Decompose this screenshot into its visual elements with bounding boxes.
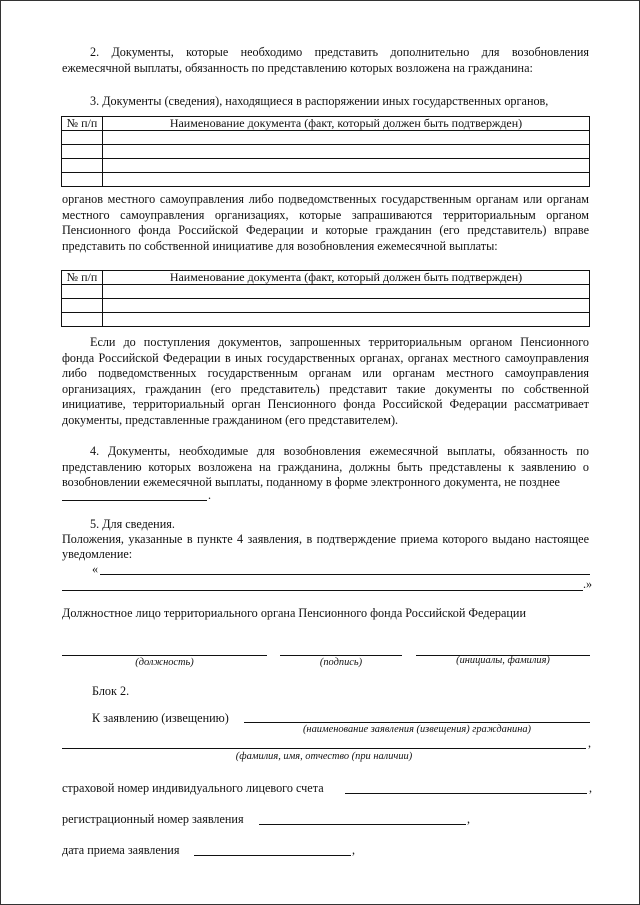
position-caption: (должность) <box>135 657 194 668</box>
documents-table-1 <box>61 116 590 187</box>
col-name-header: Наименование документа (факт, который должен быть подтвержден) <box>103 117 590 131</box>
fio-comma: , <box>588 736 592 750</box>
documents-table-2 <box>61 270 590 327</box>
section-3-continued: органов местного самоуправления либо подведомственных государственным органам или органам местного самоуправления организациях, которые запрашиваются территориальным органом Пенсионного фонда Российской Федерации и которые гражданин (его представитель) вправе представить по собственной инициативе для возобновления ежемесячной выплаты: <box>62 192 589 253</box>
section-3-intro: 3. Документы (сведения), находящиеся в распоряжении иных государственных органов, <box>90 94 549 108</box>
signature-caption: (подпись) <box>319 657 363 668</box>
reg-number-comma: , <box>467 812 471 826</box>
signature-line <box>280 655 402 656</box>
reg-number-label: регистрационный номер заявления <box>62 812 244 826</box>
to-application-label: К заявлению (извещению) <box>92 711 229 725</box>
section-5-title: 5. Для сведения. <box>90 517 175 531</box>
table-row <box>62 313 590 327</box>
col-number-header: № п/п <box>62 117 103 131</box>
date-received-label: дата приема заявления <box>62 843 180 857</box>
col-name-header: Наименование документа (факт, который должен быть подтвержден) <box>103 271 590 285</box>
fio-caption: (фамилия, имя, отчество (при наличии) <box>235 751 413 762</box>
table-row <box>62 145 590 159</box>
name-caption: (инициалы, фамилия) <box>456 655 550 666</box>
table-row <box>62 285 590 299</box>
section-2-text: 2. Документы, которые необходимо представить дополнительно для возобновления ежемесячной выплаты, обязанность по представлению которых возложена на гражданина: <box>62 45 589 75</box>
position-line <box>62 655 267 656</box>
section-4-text: 4. Документы, необходимые для возобновления ежемесячной выплаты, обязанность по представлению которых возложена на гражданина, должны быть представлены к заявлению о возобновлении ежемесячной выплаты, поданному в форме электронного документа, не позднее <box>62 444 589 490</box>
table-row <box>62 299 590 313</box>
snils-label: страховой номер индивидуального лицевого счета <box>62 781 324 795</box>
table-header-row <box>62 117 590 131</box>
close-quote: .» <box>583 577 593 591</box>
block-2-title: Блок 2. <box>92 684 130 698</box>
official-title: Должностное лицо территориального органа Пенсионного фонда Российской Федерации <box>62 606 526 620</box>
deadline-line <box>62 500 207 501</box>
reg-number-line <box>259 824 466 825</box>
notice-line-1 <box>100 574 590 575</box>
deadline-period: . <box>208 488 212 502</box>
table-row <box>62 131 590 145</box>
table-header-row <box>62 271 590 285</box>
date-received-line <box>194 855 351 856</box>
open-quote: « <box>92 562 99 576</box>
fio-line <box>62 748 586 749</box>
snils-line <box>345 793 587 794</box>
table-row <box>62 159 590 173</box>
application-name-line <box>244 722 590 723</box>
notice-line-2 <box>62 590 583 591</box>
table-row <box>62 173 590 187</box>
col-number-header: № п/п <box>62 271 103 285</box>
section-5-text: Положения, указанные в пункте 4 заявления, в подтверждение приема которого выдано настоящее уведомление: <box>62 532 589 561</box>
paragraph-if-submitted: Если до поступления документов, запрошенных территориальным органом Пенсионного фонда Российской Федерации в иных государственных органах, органах местного самоуправления либо подведомственных государственным органам или органам местного самоуправления организациях, гражданин (его представитель) представит такие документы по собственной инициативе, территориальный орган Пенсионного фонда Российской Федерации рассматривает документы, представленные гражданином (его представителем). <box>62 335 589 427</box>
snils-comma: , <box>589 781 593 795</box>
application-name-caption: (наименование заявления (извещения) гражданина) <box>302 724 532 735</box>
date-received-comma: , <box>352 843 356 857</box>
